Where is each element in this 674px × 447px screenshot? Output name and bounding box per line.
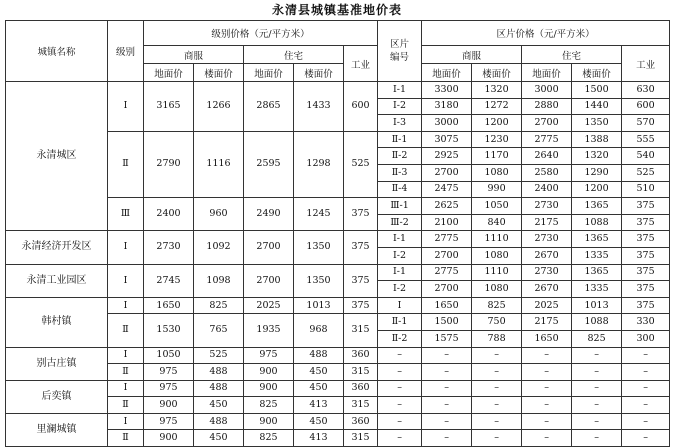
district-industrial-price: – <box>622 380 670 397</box>
district-commercial-land-price: 2700 <box>422 164 472 181</box>
level-industrial-price: 375 <box>344 297 378 314</box>
level-industrial-price: 375 <box>344 198 378 231</box>
header-floor-price: 楼面价 <box>294 64 344 82</box>
district-commercial-land-price: – <box>422 413 472 430</box>
level-cell: Ⅱ <box>108 364 144 381</box>
district-commercial-land-price: 2475 <box>422 181 472 198</box>
table-row <box>6 413 670 430</box>
district-commercial-land-price: – <box>422 347 472 364</box>
header-floor-price: 楼面价 <box>472 64 522 82</box>
district-commercial-floor-price: 1110 <box>472 231 522 248</box>
level-commercial-land-price: 975 <box>144 413 194 430</box>
header-district-price: 区片价格（元/平方米） <box>422 21 670 46</box>
district-residential-land-price: – <box>522 430 572 447</box>
district-commercial-floor-price: – <box>472 347 522 364</box>
header-land-price: 地面价 <box>422 64 472 82</box>
district-commercial-land-price: 2700 <box>422 247 472 264</box>
level-residential-floor-price: 413 <box>294 397 344 414</box>
district-commercial-floor-price: 1200 <box>472 115 522 132</box>
district-code: Ⅰ-1 <box>378 82 422 99</box>
district-industrial-price: 600 <box>622 98 670 115</box>
district-residential-land-price: 2730 <box>522 264 572 281</box>
level-commercial-floor-price: 1116 <box>194 131 244 197</box>
level-industrial-price: 375 <box>344 264 378 297</box>
district-industrial-price: 510 <box>622 181 670 198</box>
town-name: 别古庄镇 <box>6 347 108 380</box>
district-commercial-floor-price: 1170 <box>472 148 522 165</box>
level-residential-land-price: 2025 <box>244 297 294 314</box>
level-industrial-price: 315 <box>344 397 378 414</box>
table-title: 永清县城镇基准地价表 <box>271 3 402 17</box>
district-commercial-land-price: 2100 <box>422 214 472 231</box>
district-industrial-price: 330 <box>622 314 670 331</box>
district-commercial-land-price: 2775 <box>422 231 472 248</box>
level-residential-land-price: 2865 <box>244 82 294 132</box>
header-industrial: 工业 <box>344 46 378 82</box>
level-industrial-price: 360 <box>344 413 378 430</box>
district-residential-land-price: 2730 <box>522 231 572 248</box>
district-code: Ⅱ-2 <box>378 330 422 347</box>
district-residential-land-price: 2400 <box>522 181 572 198</box>
level-commercial-floor-price: 488 <box>194 413 244 430</box>
district-residential-floor-price: – <box>572 413 622 430</box>
district-residential-floor-price: 1388 <box>572 131 622 148</box>
district-code: Ⅱ-1 <box>378 131 422 148</box>
district-commercial-floor-price: 788 <box>472 330 522 347</box>
level-residential-land-price: 900 <box>244 380 294 397</box>
district-commercial-floor-price: 825 <box>472 297 522 314</box>
level-cell: Ⅰ <box>108 231 144 264</box>
district-residential-land-price: 2640 <box>522 148 572 165</box>
district-commercial-land-price: 1650 <box>422 297 472 314</box>
district-code: – <box>378 397 422 414</box>
header-district-code <box>378 21 422 82</box>
district-residential-land-price: 2175 <box>522 214 572 231</box>
district-code: – <box>378 380 422 397</box>
district-code: Ⅱ-2 <box>378 148 422 165</box>
district-residential-floor-price: 1290 <box>572 164 622 181</box>
level-residential-land-price: 1935 <box>244 314 294 347</box>
district-residential-floor-price: 1440 <box>572 98 622 115</box>
level-residential-floor-price: 1245 <box>294 198 344 231</box>
district-commercial-floor-price: 1080 <box>472 247 522 264</box>
header-town: 城镇名称 <box>6 21 108 82</box>
level-commercial-floor-price: 450 <box>194 397 244 414</box>
header-residential: 住宅 <box>522 46 622 64</box>
level-cell: Ⅱ <box>108 430 144 447</box>
district-commercial-floor-price: 840 <box>472 214 522 231</box>
district-commercial-floor-price: – <box>472 397 522 414</box>
header-commercial: 商服 <box>422 46 522 64</box>
level-residential-land-price: 2490 <box>244 198 294 231</box>
level-residential-land-price: 825 <box>244 397 294 414</box>
table-row <box>6 297 670 314</box>
district-industrial-price: 555 <box>622 131 670 148</box>
district-residential-land-price: 2580 <box>522 164 572 181</box>
level-commercial-land-price: 1650 <box>144 297 194 314</box>
level-commercial-floor-price: 1092 <box>194 231 244 264</box>
town-name: 韩村镇 <box>6 297 108 347</box>
district-residential-land-price: 2670 <box>522 247 572 264</box>
level-commercial-floor-price: 488 <box>194 380 244 397</box>
level-industrial-price: 525 <box>344 131 378 197</box>
district-commercial-floor-price: 1230 <box>472 131 522 148</box>
district-commercial-land-price: – <box>422 380 472 397</box>
district-residential-land-price: – <box>522 364 572 381</box>
district-commercial-floor-price: – <box>472 364 522 381</box>
level-commercial-land-price: 1050 <box>144 347 194 364</box>
town-name: 里澜城镇 <box>6 413 108 446</box>
level-commercial-land-price: 2790 <box>144 131 194 197</box>
district-industrial-price: – <box>622 347 670 364</box>
level-residential-floor-price: 488 <box>294 347 344 364</box>
district-commercial-floor-price: 1272 <box>472 98 522 115</box>
header-district-code-line1: 区片 <box>390 39 410 50</box>
district-code: – <box>378 347 422 364</box>
table-row <box>6 264 670 281</box>
level-industrial-price: 360 <box>344 380 378 397</box>
district-residential-floor-price: 1335 <box>572 281 622 298</box>
district-residential-floor-price: 1200 <box>572 181 622 198</box>
district-residential-land-price: – <box>522 397 572 414</box>
level-residential-floor-price: 1350 <box>294 231 344 264</box>
district-industrial-price: 540 <box>622 148 670 165</box>
district-industrial-price: 375 <box>622 214 670 231</box>
level-commercial-floor-price: 525 <box>194 347 244 364</box>
district-residential-floor-price: – <box>572 397 622 414</box>
district-code: Ⅰ-2 <box>378 98 422 115</box>
land-price-table <box>5 20 670 447</box>
district-industrial-price: 375 <box>622 297 670 314</box>
level-commercial-land-price: 975 <box>144 364 194 381</box>
level-commercial-floor-price: 1098 <box>194 264 244 297</box>
level-residential-land-price: 900 <box>244 413 294 430</box>
district-commercial-land-price: 1500 <box>422 314 472 331</box>
header-land-price: 地面价 <box>522 64 572 82</box>
level-cell: Ⅰ <box>108 413 144 430</box>
district-residential-land-price: 2775 <box>522 131 572 148</box>
table-body <box>6 82 670 447</box>
level-residential-floor-price: 968 <box>294 314 344 347</box>
district-industrial-price: 375 <box>622 231 670 248</box>
level-commercial-land-price: 975 <box>144 380 194 397</box>
district-industrial-price: – <box>622 430 670 447</box>
header-floor-price: 楼面价 <box>572 64 622 82</box>
table-row <box>6 380 670 397</box>
level-commercial-floor-price: 488 <box>194 364 244 381</box>
level-cell: Ⅰ <box>108 264 144 297</box>
district-commercial-floor-price: 750 <box>472 314 522 331</box>
district-industrial-price: 375 <box>622 264 670 281</box>
district-residential-land-price: 2175 <box>522 314 572 331</box>
table-row <box>6 82 670 99</box>
district-residential-land-price: – <box>522 347 572 364</box>
district-residential-floor-price: 1320 <box>572 148 622 165</box>
header-floor-price: 楼面价 <box>194 64 244 82</box>
district-residential-land-price: 2025 <box>522 297 572 314</box>
level-residential-land-price: 2700 <box>244 231 294 264</box>
district-commercial-floor-price: 1080 <box>472 164 522 181</box>
district-code: Ⅱ-3 <box>378 164 422 181</box>
header-district-code-line2: 编号 <box>390 52 410 63</box>
district-code: Ⅰ-2 <box>378 281 422 298</box>
district-industrial-price: – <box>622 397 670 414</box>
district-code: Ⅲ-1 <box>378 198 422 215</box>
district-residential-floor-price: 1350 <box>572 115 622 132</box>
district-commercial-land-price: 3180 <box>422 98 472 115</box>
town-name: 永清工业园区 <box>6 264 108 297</box>
district-industrial-price: 300 <box>622 330 670 347</box>
district-code: Ⅰ-1 <box>378 231 422 248</box>
district-residential-land-price: – <box>522 413 572 430</box>
level-residential-land-price: 825 <box>244 430 294 447</box>
district-residential-floor-price: 1013 <box>572 297 622 314</box>
district-industrial-price: 375 <box>622 198 670 215</box>
district-commercial-floor-price: – <box>472 413 522 430</box>
district-code: – <box>378 364 422 381</box>
level-residential-floor-price: 1350 <box>294 264 344 297</box>
district-residential-floor-price: 1365 <box>572 231 622 248</box>
district-residential-land-price: 2700 <box>522 115 572 132</box>
level-residential-land-price: 975 <box>244 347 294 364</box>
district-commercial-floor-price: 1050 <box>472 198 522 215</box>
district-code: Ⅰ <box>378 297 422 314</box>
district-industrial-price: – <box>622 413 670 430</box>
header-land-price: 地面价 <box>144 64 194 82</box>
district-residential-land-price: 2880 <box>522 98 572 115</box>
district-residential-floor-price: – <box>572 430 622 447</box>
district-commercial-land-price: 2925 <box>422 148 472 165</box>
level-residential-floor-price: 413 <box>294 430 344 447</box>
district-residential-floor-price: 1365 <box>572 198 622 215</box>
district-industrial-price: 375 <box>622 281 670 298</box>
district-commercial-land-price: 3300 <box>422 82 472 99</box>
district-residential-land-price: 2730 <box>522 198 572 215</box>
level-cell: Ⅰ <box>108 82 144 132</box>
district-commercial-land-price: – <box>422 397 472 414</box>
district-code: Ⅰ-1 <box>378 264 422 281</box>
level-commercial-land-price: 1530 <box>144 314 194 347</box>
level-commercial-land-price: 2730 <box>144 231 194 264</box>
level-cell: Ⅰ <box>108 380 144 397</box>
level-industrial-price: 375 <box>344 231 378 264</box>
level-cell: Ⅱ <box>108 131 144 197</box>
district-industrial-price: 525 <box>622 164 670 181</box>
district-residential-floor-price: 1500 <box>572 82 622 99</box>
district-code: – <box>378 413 422 430</box>
district-industrial-price: 570 <box>622 115 670 132</box>
level-commercial-land-price: 900 <box>144 397 194 414</box>
district-residential-floor-price: 1088 <box>572 314 622 331</box>
level-residential-floor-price: 450 <box>294 364 344 381</box>
level-residential-floor-price: 450 <box>294 413 344 430</box>
level-residential-land-price: 2700 <box>244 264 294 297</box>
level-cell: Ⅱ <box>108 314 144 347</box>
level-commercial-floor-price: 825 <box>194 297 244 314</box>
district-residential-floor-price: – <box>572 380 622 397</box>
level-commercial-floor-price: 450 <box>194 430 244 447</box>
district-commercial-floor-price: 1320 <box>472 82 522 99</box>
level-industrial-price: 315 <box>344 314 378 347</box>
district-commercial-land-price: 3075 <box>422 131 472 148</box>
district-code: – <box>378 430 422 447</box>
town-name: 后奕镇 <box>6 380 108 413</box>
level-residential-floor-price: 450 <box>294 380 344 397</box>
level-residential-floor-price: 1433 <box>294 82 344 132</box>
level-industrial-price: 315 <box>344 364 378 381</box>
district-commercial-land-price: 2775 <box>422 264 472 281</box>
level-commercial-land-price: 2745 <box>144 264 194 297</box>
level-commercial-floor-price: 765 <box>194 314 244 347</box>
level-commercial-land-price: 2400 <box>144 198 194 231</box>
level-residential-land-price: 900 <box>244 364 294 381</box>
table-header <box>6 21 670 82</box>
district-industrial-price: – <box>622 364 670 381</box>
district-industrial-price: 375 <box>622 247 670 264</box>
district-commercial-floor-price: 1080 <box>472 281 522 298</box>
level-cell: Ⅰ <box>108 297 144 314</box>
district-commercial-land-price: – <box>422 364 472 381</box>
district-code: Ⅰ-2 <box>378 247 422 264</box>
header-level-price: 级别价格（元/平方米） <box>144 21 378 46</box>
district-residential-floor-price: 825 <box>572 330 622 347</box>
district-residential-floor-price: 1365 <box>572 264 622 281</box>
level-commercial-floor-price: 1266 <box>194 82 244 132</box>
header-commercial: 商服 <box>144 46 244 64</box>
town-name: 永清城区 <box>6 82 108 231</box>
header-level: 级别 <box>108 21 144 82</box>
district-residential-land-price: 1650 <box>522 330 572 347</box>
table-row <box>6 347 670 364</box>
district-residential-land-price: – <box>522 380 572 397</box>
district-commercial-land-price: 2700 <box>422 281 472 298</box>
district-commercial-floor-price: – <box>472 430 522 447</box>
level-residential-land-price: 2595 <box>244 131 294 197</box>
district-code: Ⅰ-3 <box>378 115 422 132</box>
district-commercial-land-price: 2625 <box>422 198 472 215</box>
level-industrial-price: 315 <box>344 430 378 447</box>
district-residential-floor-price: – <box>572 364 622 381</box>
district-code: Ⅱ-1 <box>378 314 422 331</box>
level-commercial-floor-price: 960 <box>194 198 244 231</box>
district-commercial-land-price: 3000 <box>422 115 472 132</box>
district-residential-land-price: 2670 <box>522 281 572 298</box>
level-industrial-price: 360 <box>344 347 378 364</box>
district-code: Ⅲ-2 <box>378 214 422 231</box>
header-land-price: 地面价 <box>244 64 294 82</box>
level-residential-floor-price: 1298 <box>294 131 344 197</box>
level-industrial-price: 600 <box>344 82 378 132</box>
district-residential-land-price: 3000 <box>522 82 572 99</box>
district-code: Ⅱ-4 <box>378 181 422 198</box>
district-commercial-floor-price: – <box>472 380 522 397</box>
district-industrial-price: 630 <box>622 82 670 99</box>
town-name: 永清经济开发区 <box>6 231 108 264</box>
district-residential-floor-price: 1088 <box>572 214 622 231</box>
district-residential-floor-price: 1335 <box>572 247 622 264</box>
level-residential-floor-price: 1013 <box>294 297 344 314</box>
level-commercial-land-price: 3165 <box>144 82 194 132</box>
level-cell: Ⅰ <box>108 347 144 364</box>
header-residential: 住宅 <box>244 46 344 64</box>
table-row <box>6 231 670 248</box>
level-commercial-land-price: 900 <box>144 430 194 447</box>
district-commercial-floor-price: 990 <box>472 181 522 198</box>
level-cell: Ⅲ <box>108 198 144 231</box>
district-commercial-land-price: – <box>422 430 472 447</box>
district-commercial-floor-price: 1110 <box>472 264 522 281</box>
header-industrial: 工业 <box>622 46 670 82</box>
level-cell: Ⅱ <box>108 397 144 414</box>
district-commercial-land-price: 1575 <box>422 330 472 347</box>
district-residential-floor-price: – <box>572 347 622 364</box>
